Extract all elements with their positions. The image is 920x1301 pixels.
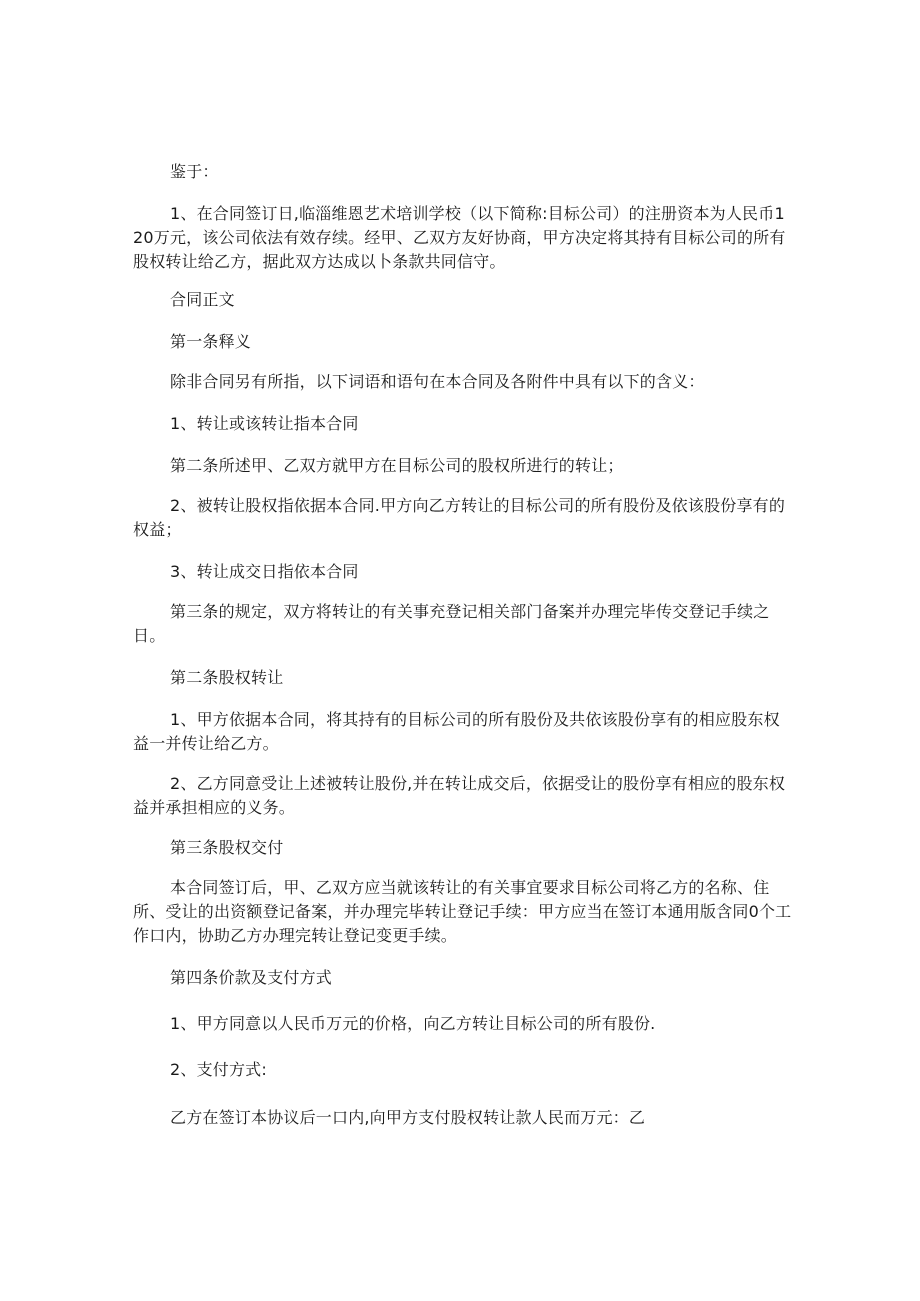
heading-article-1: 第一条释义 — [170, 332, 252, 351]
paragraph-payment-detail: 乙方在签订本协议后一口内,向甲方支付股权转让款人民而万元：乙 — [170, 1108, 646, 1127]
paragraph-recital: 1、在合同签订日,临淄维恩艺术培训学校（以下简称:目标公司）的注册资本为人民币120万元，该公司依法有效存续。经甲、乙双方友好协商，甲方决定将其持有目标公司的所有股权转让给乙方，据此双方达成以卜条款共同信守。 — [133, 204, 786, 271]
paragraph-definition-1: 1、转让或该转让指本合同 — [170, 414, 359, 433]
paragraph-payment-method: 2、支付方式: — [170, 1060, 267, 1079]
paragraph-transfer-1: 1、甲方依据本合同，将其持有的目标公司的所有股份及共依该股份享有的相应股东权益一并传让给乙方。 — [133, 710, 780, 753]
paragraph-definitions-intro: 除非合同另有所指，以下词语和语句在本合同及各附件中具有以下的含义： — [170, 372, 705, 391]
paragraph-definition-2: 2、被转让股权指依据本合同.甲方向乙方转让的目标公司的所有股份及依该股份享有的权益； — [133, 496, 786, 539]
paragraph-price: 1、甲方同意以人民币万元的价格，向乙方转让目标公司的所有股份. — [170, 1014, 656, 1033]
heading-price-payment: 第四条价款及支付方式 — [170, 968, 333, 987]
paragraph-article-3-ref: 第三条的规定，双方将转让的有关事充登记相关部门备案并办理完毕传交登记手续之日。 — [133, 602, 770, 645]
paragraph-transfer-2: 2、乙方同意受让上述被转让股份,并在转让成交后，依据受让的股份享有相应的股东权益并承担相应的义务。 — [133, 774, 786, 817]
paragraph-definition-3: 3、转让成交日指依本合同 — [170, 562, 359, 581]
paragraph-whereas: 鉴于： — [170, 162, 219, 181]
heading-equity-transfer: 第二条股权转让 — [170, 668, 284, 687]
heading-contract-body: 合同正文 — [170, 290, 235, 309]
paragraph-delivery: 本合同签订后，甲、乙双方应当就该转让的有关事宜要求目标公司将乙方的名称、住所、受让的出资额登记备案，并办理完毕转让登记手续：甲方应当在签订本通用版含同0个工作口内，协助乙方办理完转让登记变更手续。 — [133, 878, 792, 945]
paragraph-article-2-ref: 第二条所述甲、乙双方就甲方在目标公司的股权所进行的转让； — [170, 456, 624, 475]
heading-equity-delivery: 第三条股权交付 — [170, 838, 284, 857]
